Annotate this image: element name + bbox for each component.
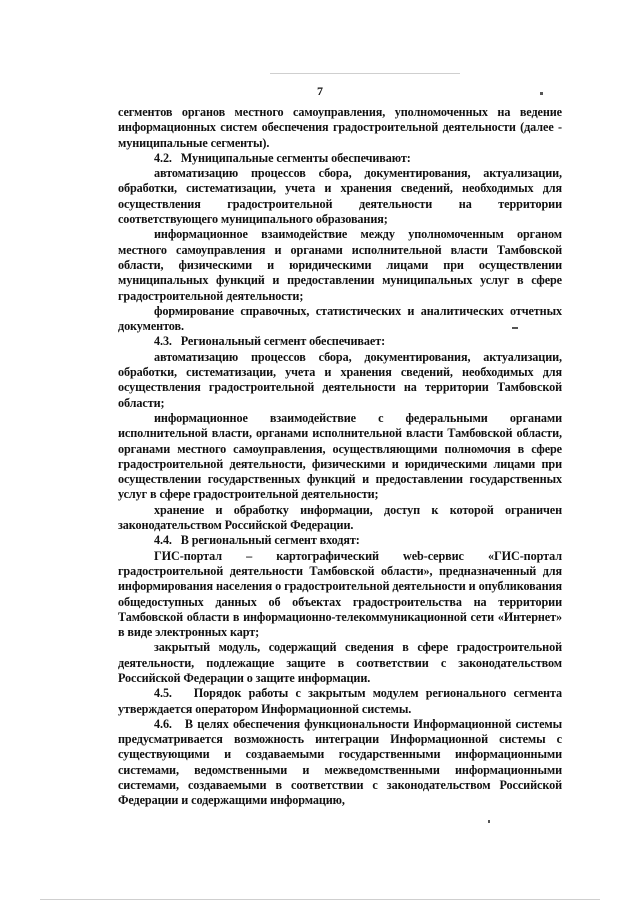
scan-artifact-bottom: [40, 899, 600, 900]
paragraph: хранение и обработку информации, доступ к которой ограничен законодательством Российской Федерации.: [118, 502, 562, 533]
paragraph: 4.4. В региональный сегмент входят:: [154, 533, 360, 548]
paragraph: 4.3. Региональный сегмент обеспечивает:: [154, 334, 386, 349]
paragraph: 4.2. Муниципальные сегменты обеспечивают:: [154, 150, 411, 165]
paragraph: 4.5. Порядок работы с закрытым модулем регионального сегмента утверждается оператором Информационной системы.: [118, 686, 562, 716]
paragraph: автоматизацию процессов сбора, документирования, актуализации, обработки, систематизации, учета и хранения сведений, необходимых для осуществления градостроительной деятельности на территории Тамбовской области;: [118, 349, 562, 410]
paragraph: информационное взаимодействие между уполномоченным органом местного самоуправления и органами исполнительной власти Тамбовской области, физическими и юридическими лицами при осуществлении муниципальных функций и предоставлении муниципальных услуг в сфере градостроительной деятельности;: [118, 227, 562, 303]
paragraph: автоматизацию процессов сбора, документирования, актуализации, обработки, систематизации, учета и хранения сведений, необходимых для осуществления градостроительной деятельности на территории соответствующего муниципального образования;: [118, 166, 562, 227]
paragraph: ГИС-портал – картографический web-сервис «ГИС-портал градостроительной деятельности Тамбовской области», предназначенный для информирования населения о градостроительной деятельности и опубликования общедоступных данных об объектах градостроительства на территории Тамбовской области в информационно-телекоммуникационной сети «Интернет» в виде электронных карт;: [118, 548, 562, 640]
scan-artifact-top: [270, 73, 460, 74]
paragraph: информационное взаимодействие с федеральными органами исполнительной власти, органами исполнительной власти Тамбовской области, органами местного самоуправления, осуществляющими полномочия в сфере градостроительной деятельности, физическими и юридическими лицами при осуществлении государственных функций и предоставлении государственных услуг в сфере градостроительной деятельности;: [118, 410, 562, 502]
paragraph: сегментов органов местного самоуправления, уполномоченных на ведение информационных систем обеспечения градостроительной деятельности (далее - муниципальные сегменты).: [118, 105, 562, 150]
document-body: [118, 105, 562, 809]
paragraph: 4.6. В целях обеспечения функциональности Информационной системы предусматривается возможность интеграции Информационной системы с существующими и создаваемыми государственными информационными системами, ведомственными и межведомственными информационными системами, создаваемыми в соответствии с законодательством Российской Федерации и содержащими информацию,: [118, 716, 562, 808]
paragraph: формирование справочных, статистических и аналитических отчетных документов.: [118, 303, 562, 334]
paragraph: закрытый модуль, содержащий сведения в сфере градостроительной деятельности, подлежащие защите в соответствии с законодательством Российской Федерации о защите информации.: [118, 640, 562, 685]
scan-speck: [488, 820, 490, 823]
page-number: 7: [317, 84, 323, 98]
